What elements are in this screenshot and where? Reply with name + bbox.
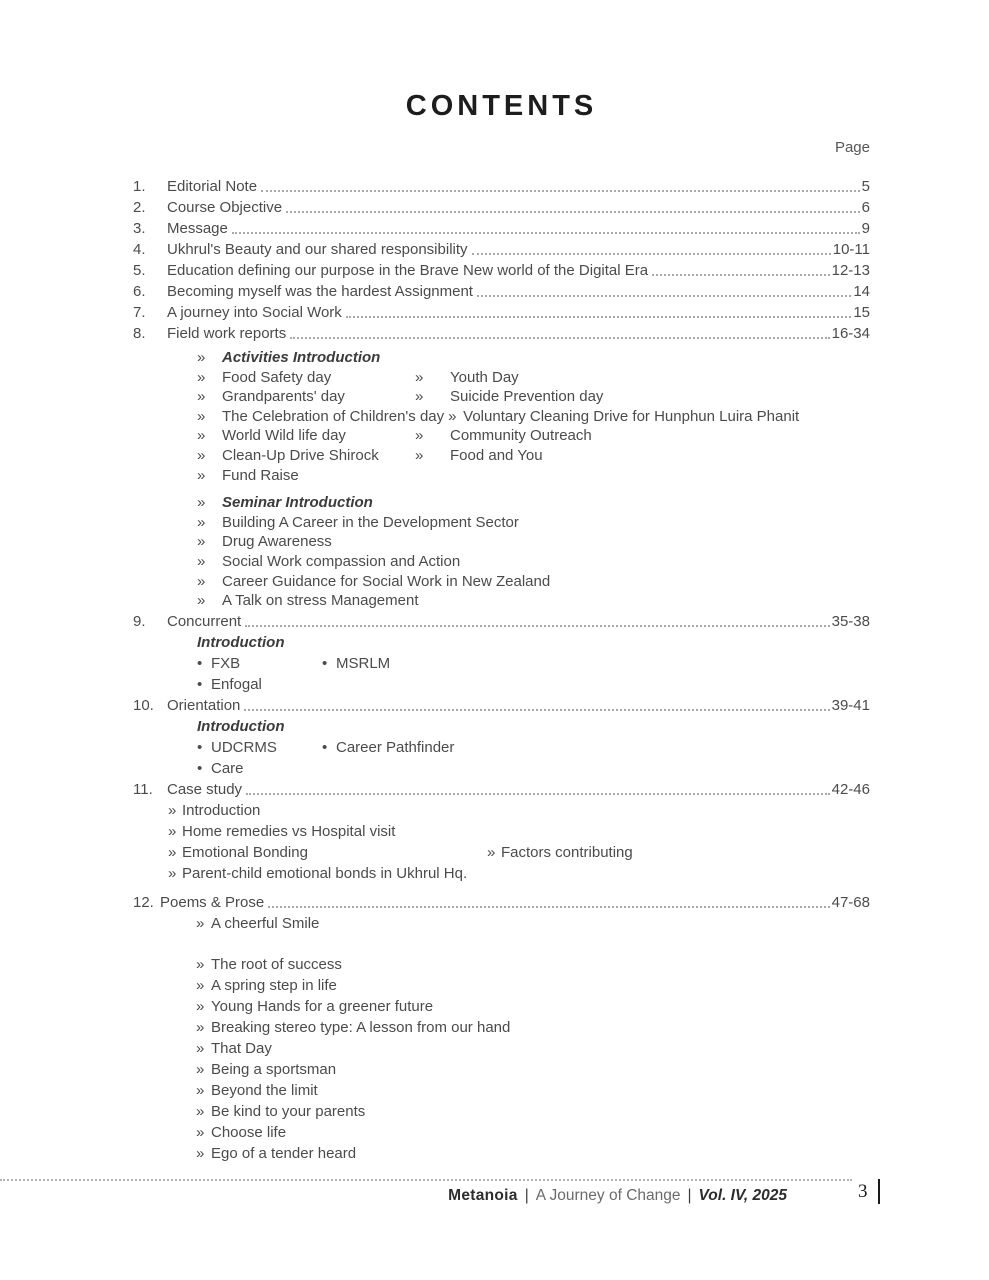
chevron-icon: » (196, 914, 205, 932)
item-label: Social Work compassion and Action (222, 552, 461, 570)
dot-leader (286, 211, 860, 213)
chevron-icon: » (415, 388, 424, 406)
item-label: Voluntary Cleaning Drive for Hunphun Luira Phanit (463, 407, 800, 425)
item-label: A spring step in life (211, 976, 337, 994)
entry-pages: 5 (861, 178, 870, 195)
dot-leader (244, 709, 829, 711)
entry-pages: 35-38 (831, 612, 870, 630)
bullet-row (197, 758, 870, 779)
activity-row (197, 466, 870, 486)
section-subheading (197, 493, 870, 513)
item-label: The root of success (211, 955, 342, 973)
entry-pages: 42-46 (831, 780, 870, 798)
entry-number: 4. (133, 241, 146, 258)
item-label: Grandparents' day (222, 388, 345, 406)
chevron-icon: » (197, 427, 206, 445)
toc-entry (133, 323, 870, 344)
bullet-icon: • (197, 759, 203, 777)
entry-title: Case study (167, 780, 243, 798)
case-study-row (168, 842, 870, 863)
list-item (197, 653, 322, 674)
entry-pages: 10-11 (832, 241, 870, 258)
toc-entry (133, 892, 870, 913)
entry-title: Becoming myself was the hardest Assignment (167, 283, 473, 300)
dot-leader (290, 337, 829, 339)
list-item (197, 674, 322, 695)
dot-leader (477, 295, 851, 297)
entry-pages: 15 (853, 304, 870, 321)
list-item (444, 407, 799, 427)
chevron-icon: » (197, 592, 206, 610)
poem-item (196, 913, 870, 934)
poem-item (196, 1038, 870, 1059)
entry-number: 1. (133, 178, 146, 195)
poem-item (196, 1080, 870, 1101)
item-label: Career Guidance for Social Work in New Zealand (222, 572, 551, 590)
entry-number: 2. (133, 199, 146, 216)
item-label: A Talk on stress Management (222, 592, 419, 610)
item-label: UDCRMS (211, 738, 277, 756)
chevron-icon: » (196, 1060, 205, 1078)
list-item (197, 426, 415, 446)
chevron-icon: » (196, 1102, 205, 1120)
chevron-icon: » (197, 513, 206, 531)
bullet-icon: • (197, 675, 203, 693)
entry-number: 10. (133, 696, 154, 714)
list-item (415, 426, 592, 446)
footer-tagline: A Journey of Change (535, 1187, 681, 1204)
case-study-row (168, 863, 870, 884)
entry-title: Ukhrul's Beauty and our shared responsibility (167, 241, 468, 258)
item-label: Career Pathfinder (336, 738, 455, 756)
poem-item (196, 1143, 870, 1164)
item-label: World Wild life day (222, 427, 346, 445)
item-label: Be kind to your parents (211, 1102, 366, 1120)
list-item (168, 863, 487, 884)
entry-title: Field work reports (167, 325, 287, 342)
list-item (168, 821, 487, 842)
chevron-icon: » (196, 997, 205, 1015)
chevron-icon: » (197, 446, 206, 464)
toc-entry (133, 779, 870, 800)
footer-brand: Metanoia (448, 1187, 518, 1204)
item-label: Young Hands for a greener future (211, 997, 434, 1015)
activity-row (197, 407, 870, 427)
list-item (197, 758, 322, 779)
chevron-icon: » (415, 427, 424, 445)
bullet-icon: • (322, 738, 328, 756)
item-label: Beyond the limit (211, 1081, 318, 1099)
poem-item (196, 996, 870, 1017)
entry-pages: 14 (853, 283, 870, 300)
toc-entry (133, 197, 870, 218)
footer-separator: | (524, 1187, 529, 1204)
item-label: Home remedies vs Hospital visit (182, 822, 396, 840)
entry-number: 7. (133, 304, 146, 321)
item-label: Choose life (211, 1123, 287, 1141)
item-label: Drug Awareness (222, 533, 332, 551)
chevron-icon: » (197, 533, 206, 551)
chevron-icon: » (448, 407, 457, 425)
item-label: The Celebration of Children's day (222, 407, 445, 425)
chevron-icon: » (197, 368, 206, 386)
section-subheading: Introduction (197, 717, 285, 735)
subheading-label: Activities Introduction (222, 349, 381, 366)
poem-item (196, 1122, 870, 1143)
bullet-icon: • (197, 738, 203, 756)
entry-pages: 39-41 (831, 696, 870, 714)
list-item (168, 800, 487, 821)
entry-title: A journey into Social Work (167, 304, 342, 321)
seminar-row (197, 591, 870, 611)
entry-number: 12. (133, 893, 154, 911)
chevron-icon: » (196, 1081, 205, 1099)
toc-entry (133, 218, 870, 239)
chevron-icon: » (197, 552, 206, 570)
item-label: Emotional Bonding (182, 843, 308, 861)
chevron-icon: » (196, 1018, 205, 1036)
entry-number: 5. (133, 262, 146, 279)
chevron-icon: » (197, 466, 206, 484)
entry-number: 9. (133, 612, 146, 630)
list-item (415, 368, 519, 388)
chevron-icon: » (415, 446, 424, 464)
activity-row (197, 426, 870, 446)
list-item (197, 737, 322, 758)
chevron-icon: » (168, 843, 177, 861)
page-number-divider (878, 1179, 880, 1204)
chevron-icon: » (197, 572, 206, 590)
list-item (197, 446, 415, 466)
list-item (322, 737, 454, 758)
dot-leader (346, 316, 852, 318)
poem-item (196, 975, 870, 996)
case-study-row (168, 821, 870, 842)
item-label: Being a sportsman (211, 1060, 337, 1078)
poem-item (196, 1101, 870, 1122)
bullet-row (197, 653, 870, 674)
page-number-value: 3 (858, 1180, 868, 1202)
toc-entry (133, 281, 870, 302)
item-label: Introduction (182, 801, 261, 819)
chevron-icon: » (168, 864, 177, 882)
entry-title: Education defining our purpose in the Brave New world of the Digital Era (167, 262, 649, 279)
item-label: Suicide Prevention day (450, 388, 604, 406)
item-label: Factors contributing (501, 843, 633, 861)
footer-volume: Vol. IV, 2025 (698, 1187, 787, 1204)
section-subheading: Introduction (197, 633, 285, 651)
list-item (197, 532, 415, 552)
footer-divider-rule (0, 1179, 852, 1181)
toc-entry (133, 611, 870, 632)
entry-number: 3. (133, 220, 146, 237)
toc-entry (133, 176, 870, 197)
list-item (415, 387, 603, 407)
chevron-icon: » (197, 349, 206, 366)
page-number (858, 1179, 880, 1204)
chevron-icon: » (196, 955, 205, 973)
item-label: Care (211, 759, 244, 777)
toc-entry (133, 239, 870, 260)
chevron-icon: » (168, 801, 177, 819)
item-label: MSRLM (336, 654, 391, 672)
list-item (197, 368, 415, 388)
entry-title: Message (167, 220, 228, 237)
table-of-contents (133, 176, 870, 1164)
item-label: Community Outreach (450, 427, 592, 445)
chevron-icon: » (168, 822, 177, 840)
subheading-label: Seminar Introduction (222, 494, 373, 512)
item-label: Youth Day (450, 368, 519, 386)
dot-leader (261, 190, 860, 192)
bullet-row (197, 674, 870, 695)
entry-number: 6. (133, 283, 146, 300)
item-label: Fund Raise (222, 466, 299, 484)
item-label: That Day (211, 1039, 272, 1057)
entry-pages: 47-68 (831, 893, 870, 911)
chevron-icon: » (415, 368, 424, 386)
chevron-icon: » (196, 1123, 205, 1141)
entry-title: Course Objective (167, 199, 283, 216)
chevron-icon: » (197, 407, 206, 425)
item-label: FXB (211, 654, 241, 672)
chevron-icon: » (487, 843, 496, 861)
page-column-label: Page (834, 139, 870, 156)
dot-leader (232, 232, 860, 234)
list-item (197, 513, 519, 533)
entry-pages: 6 (861, 199, 870, 216)
dot-leader (472, 253, 831, 255)
activity-row (197, 387, 870, 407)
item-label: Ego of a tender heard (211, 1144, 357, 1162)
list-item (197, 407, 444, 427)
footer-separator: | (687, 1187, 692, 1204)
entry-title: Concurrent (167, 612, 242, 630)
list-item (197, 572, 550, 592)
entry-pages: 16-34 (831, 325, 870, 342)
item-label: Enfogal (211, 675, 262, 693)
entry-pages: 9 (861, 220, 870, 237)
toc-entry (133, 695, 870, 716)
bullet-icon: • (197, 654, 203, 672)
list-item (197, 466, 415, 486)
seminar-row (197, 552, 870, 572)
list-item (415, 446, 543, 466)
seminar-row (197, 513, 870, 533)
poem-item (196, 1059, 870, 1080)
chevron-icon: » (196, 1039, 205, 1057)
dot-leader (245, 625, 829, 627)
toc-entry (133, 302, 870, 323)
item-label: Clean-Up Drive Shirock (222, 446, 379, 464)
dot-leader (268, 906, 829, 908)
item-label: Breaking stereo type: A lesson from our hand (211, 1018, 511, 1036)
seminar-row (197, 532, 870, 552)
activity-row (197, 446, 870, 466)
entry-number: 11. (133, 780, 153, 798)
seminar-row (197, 572, 870, 592)
activity-row (197, 368, 870, 388)
case-study-row (168, 800, 870, 821)
list-item (197, 552, 460, 572)
item-label: Parent-child emotional bonds in Ukhrul Hq. (182, 864, 468, 882)
list-item (197, 591, 419, 611)
item-label: Food and You (450, 446, 543, 464)
poem-item (196, 954, 870, 975)
chevron-icon: » (196, 1144, 205, 1162)
chevron-icon: » (196, 976, 205, 994)
entry-number: 8. (133, 325, 146, 342)
page-title: CONTENTS (405, 90, 598, 122)
dot-leader (246, 793, 830, 795)
dot-leader (652, 274, 830, 276)
item-label: A cheerful Smile (211, 914, 320, 932)
poem-item (196, 1017, 870, 1038)
list-item (487, 842, 633, 863)
bullet-row (197, 737, 870, 758)
chevron-icon: » (197, 388, 206, 406)
bullet-icon: • (322, 654, 328, 672)
entry-title: Poems & Prose (160, 893, 265, 911)
entry-title: Orientation (167, 696, 241, 714)
entry-title: Editorial Note (167, 178, 258, 195)
item-label: Building A Career in the Development Sector (222, 513, 519, 531)
toc-entry (133, 260, 870, 281)
footer (448, 1187, 787, 1205)
section-subheading (197, 348, 870, 368)
list-item (168, 842, 487, 863)
list-item (322, 653, 390, 674)
entry-pages: 12-13 (831, 262, 870, 279)
item-label: Food Safety day (222, 368, 332, 386)
chevron-icon: » (197, 494, 206, 512)
list-item (197, 387, 415, 407)
